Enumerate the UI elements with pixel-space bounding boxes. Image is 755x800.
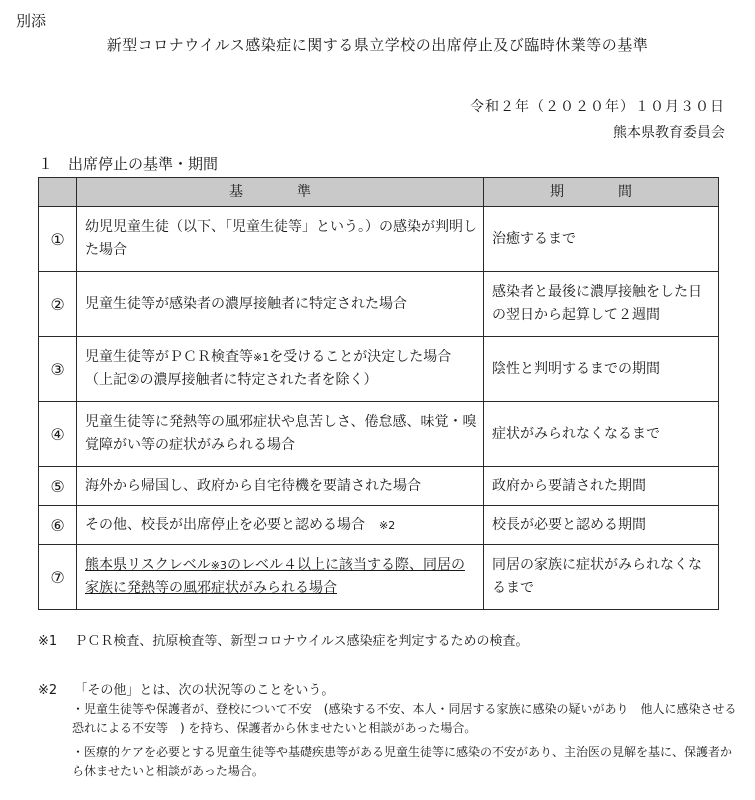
criteria-text: その他、校長が出席停止を必要と認める場合 <box>85 516 365 533</box>
header-period: 期 間 <box>484 178 719 207</box>
row-period: 政府から要請された期間 <box>484 467 719 506</box>
attachment-label: 別添 <box>16 12 47 30</box>
row-criteria: 児童生徒等に発熱等の風邪症状や息苦しさ、倦怠感、味覚・嗅覚障がい等の症状がみられる場合 <box>77 402 484 467</box>
table-row <box>39 545 719 610</box>
header-criteria: 基 準 <box>77 178 484 207</box>
footnote-text: 「その他」とは、次の状況等のことをいう。 <box>74 683 335 698</box>
row-period: 症状がみられなくなるまで <box>484 402 719 467</box>
footnote-text: ＰＣＲ検査、抗原検査等、新型コロナウイルス感染症を判定するための検査。 <box>74 634 529 649</box>
row-criteria: 幼児児童生徒（以下、「児童生徒等」という。）の感染が判明した場合 <box>77 207 484 272</box>
row-period: 陰性と判明するまでの期間 <box>484 337 719 402</box>
row-number: ② <box>39 272 77 337</box>
row-period: 感染者と最後に濃厚接触をした日の翌日から起算して２週間 <box>484 272 719 337</box>
row-number: ④ <box>39 402 77 467</box>
footnote-ref: ※2 <box>379 518 396 532</box>
row-criteria <box>77 545 484 610</box>
footnote-ref: ※3 <box>210 559 227 572</box>
criteria-text-a: 児童生徒等がＰＣＲ検査等 <box>85 349 253 365</box>
table-row <box>39 402 719 467</box>
row-criteria <box>77 337 484 402</box>
section-title: １ 出席停止の基準・期間 <box>38 155 219 173</box>
footnote-bullet-1: ・児童生徒等や保護者が、登校について不安 (感染する不安、本人・同居する家族に感染の疑いがあり 他人に感染させる恐れによる不安等 ) を持ち、保護者から休ませたいと相談があった場合。 <box>72 702 737 735</box>
table-row <box>39 207 719 272</box>
row-period: 治癒するまで <box>484 207 719 272</box>
criteria-text-a: 熊本県リスクレベル <box>85 557 211 573</box>
table-row <box>39 272 719 337</box>
row-number: ⑤ <box>39 467 77 506</box>
footnote-1 <box>38 630 529 649</box>
header-empty <box>39 178 77 207</box>
row-criteria: 海外から帰国し、政府から自宅待機を要請された場合 <box>77 467 484 506</box>
row-number: ① <box>39 207 77 272</box>
table-row <box>39 506 719 545</box>
footnote-mark: ※1 <box>38 634 58 649</box>
row-number: ③ <box>39 337 77 402</box>
footnote-bullet-2: ・医療的ケアを必要とする児童生徒等や基礎疾患等がある児童生徒等に感染の不安があり、主治医の見解を基に、保護者から休ませたいと相談があった場合。 <box>72 745 733 778</box>
table-row <box>39 467 719 506</box>
issuer: 熊本県教育委員会 <box>613 125 725 141</box>
footnote-mark: ※2 <box>38 683 58 698</box>
table-header-row <box>39 178 719 207</box>
row-period: 校長が必要と認める期間 <box>484 506 719 545</box>
criteria-text-b: のレベル４以上に該当する際、同居の家族に発熱等の風邪症状がみられる場合 <box>85 557 465 596</box>
document-date: 令和２年（２０２０年）１０月３０日 <box>470 99 725 115</box>
row-number: ⑥ <box>39 506 77 545</box>
footnote-ref: ※1 <box>253 351 270 364</box>
row-criteria: 児童生徒等が感染者の濃厚接触者に特定された場合 <box>77 272 484 337</box>
footnote-2 <box>38 679 334 698</box>
row-criteria <box>77 506 484 545</box>
table-row <box>39 337 719 402</box>
row-number: ⑦ <box>39 545 77 610</box>
row-period: 同居の家族に症状がみられなくなるまで <box>484 545 719 610</box>
criteria-text-b: を受けることが決定した場合（上記②の濃厚接触者に特定された者を除く） <box>85 349 452 388</box>
criteria-table <box>38 177 719 610</box>
document-title: 新型コロナウイルス感染症に関する県立学校の出席停止及び臨時休業等の基準 <box>106 36 649 54</box>
